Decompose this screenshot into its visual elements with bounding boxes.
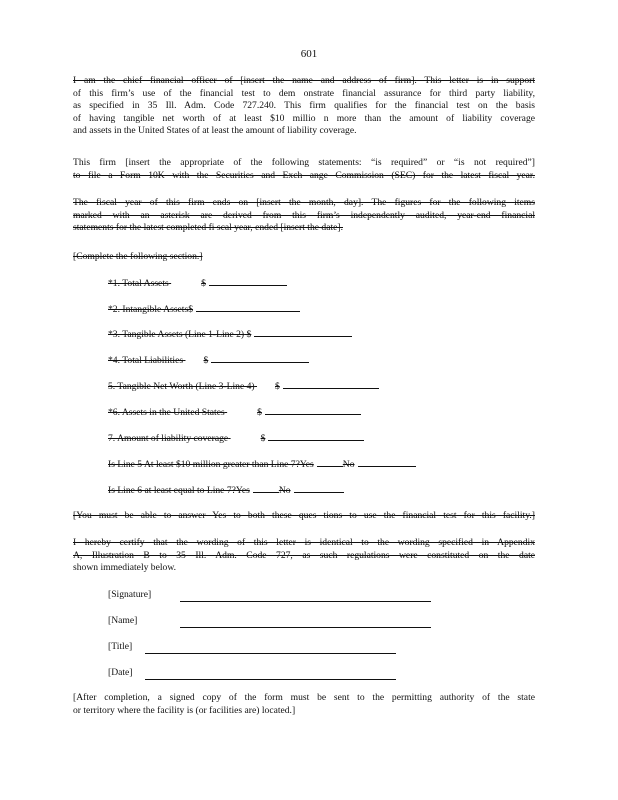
fiscal-line: statements for the latest completed fi scal year, ended [insert the date]. xyxy=(73,222,343,234)
after-line: or territory where the facility is (or facilities are) located.] xyxy=(73,704,296,716)
no-blank[interactable] xyxy=(358,457,416,467)
item-blank-line[interactable] xyxy=(283,379,379,389)
item-label: 7. Amount of liability coverage xyxy=(108,433,229,444)
no-label: No xyxy=(342,459,355,470)
intro-line: of having tangible net worth of at least $10 millio n more than the amount of liability coverage xyxy=(73,112,535,124)
certify-line: shown immediately below. xyxy=(73,562,177,574)
statements-line: to file a Form 10K with the Securities and Exch ange Commission (SEC) for the latest fiscal year. xyxy=(73,169,535,181)
item-dollar-sign: $ xyxy=(260,433,266,444)
statements-paragraph xyxy=(73,157,535,182)
intro-paragraph xyxy=(73,75,535,138)
after-completion-note xyxy=(73,692,535,717)
item-blank-line[interactable] xyxy=(209,276,287,286)
date-line[interactable] xyxy=(145,678,396,680)
item-label: *1. Total Assets xyxy=(108,278,169,289)
item-blank-line[interactable] xyxy=(211,353,309,363)
question-line-5 xyxy=(108,457,416,471)
certify-line: A, Illustration B to 35 Ill. Adm. Code 727, as such regulations were constituted on the date xyxy=(73,549,535,561)
question-line-6 xyxy=(108,483,344,497)
statements-line: This firm [insert the appropriate of the following statements: “is required” or “is not required”] xyxy=(73,157,535,168)
certify-line: I hereby certify that the wording of this letter is identical to the wording specified in Appendix xyxy=(73,537,535,548)
item-intangible-assets xyxy=(108,302,300,316)
date-label: [Date] xyxy=(108,667,133,678)
intro-line: as specified in 35 Ill. Adm. Code 727.240. This firm qualifies for the financial test on the basis xyxy=(73,100,535,112)
complete-section-text: [Complete the following section.] xyxy=(73,251,203,262)
intro-line: and assets in the United States of at least the amount of liability coverage. xyxy=(73,125,357,137)
item-label: *2. Intangible Assets$ xyxy=(108,304,194,315)
item-tangible-assets xyxy=(108,327,352,341)
signature-label: [Signature] xyxy=(108,589,152,600)
intro-line: I am the chief financial officer of [insert the name and address of firm]. This letter is in support xyxy=(73,75,535,86)
name-label: [Name] xyxy=(108,615,138,626)
item-liability-coverage xyxy=(108,431,364,445)
title-label: [Title] xyxy=(108,641,133,652)
item-total-liabilities xyxy=(108,353,309,367)
item-label: 5. Tangible Net Worth (Line 3-Line 4) xyxy=(108,381,255,392)
item-dollar-sign: $ xyxy=(246,329,252,340)
question-text: Is Line 6 at least equal to Line 7?Yes xyxy=(108,485,250,496)
must-answer-note xyxy=(73,510,535,523)
fiscal-line: marked with an asterisk are derived from this firm’s independently audited, year-end financial xyxy=(73,209,535,221)
no-label: No xyxy=(278,485,291,496)
item-label: *3. Tangible Assets (Line 1-Line 2) xyxy=(108,329,245,340)
item-blank-line[interactable] xyxy=(254,327,352,337)
page-number: 601 xyxy=(300,48,318,60)
item-blank-line[interactable] xyxy=(196,302,300,312)
yes-blank[interactable] xyxy=(253,483,279,493)
item-dollar-sign: $ xyxy=(203,355,209,366)
item-dollar-sign: $ xyxy=(257,407,262,418)
item-label: *6. Assets in the United States xyxy=(108,407,225,418)
item-dollar-sign: $ xyxy=(201,278,206,289)
item-blank-line[interactable] xyxy=(265,405,361,415)
title-line[interactable] xyxy=(145,652,396,654)
must-answer-text: [You must be able to answer Yes to both these ques tions to use the financial test for this facility.] xyxy=(73,510,535,521)
no-blank[interactable] xyxy=(294,483,344,493)
item-blank-line[interactable] xyxy=(268,431,364,441)
intro-line: of this firm’s use of the financial test to dem onstrate financial assurance for third party liability, xyxy=(73,87,535,99)
yes-blank[interactable] xyxy=(317,457,343,467)
item-total-assets xyxy=(108,276,287,290)
item-dollar-sign: $ xyxy=(275,381,280,392)
item-label: *4. Total Liabilities xyxy=(108,355,184,366)
question-text: Is Line 5 At least $10 million greater than Line 7?Yes xyxy=(108,459,314,470)
fiscal-year-paragraph xyxy=(73,197,535,235)
item-assets-us xyxy=(108,405,361,419)
certify-paragraph xyxy=(73,537,535,575)
complete-section-heading xyxy=(73,251,535,264)
signature-line[interactable] xyxy=(180,600,431,602)
name-line[interactable] xyxy=(180,626,431,628)
fiscal-line: The fiscal year of this firm ends on [insert the month, day]. The figures for the following items xyxy=(73,197,535,208)
after-line: [After completion, a signed copy of the form must be sent to the permitting authority of the state xyxy=(73,692,535,703)
item-tangible-net-worth xyxy=(108,379,379,393)
